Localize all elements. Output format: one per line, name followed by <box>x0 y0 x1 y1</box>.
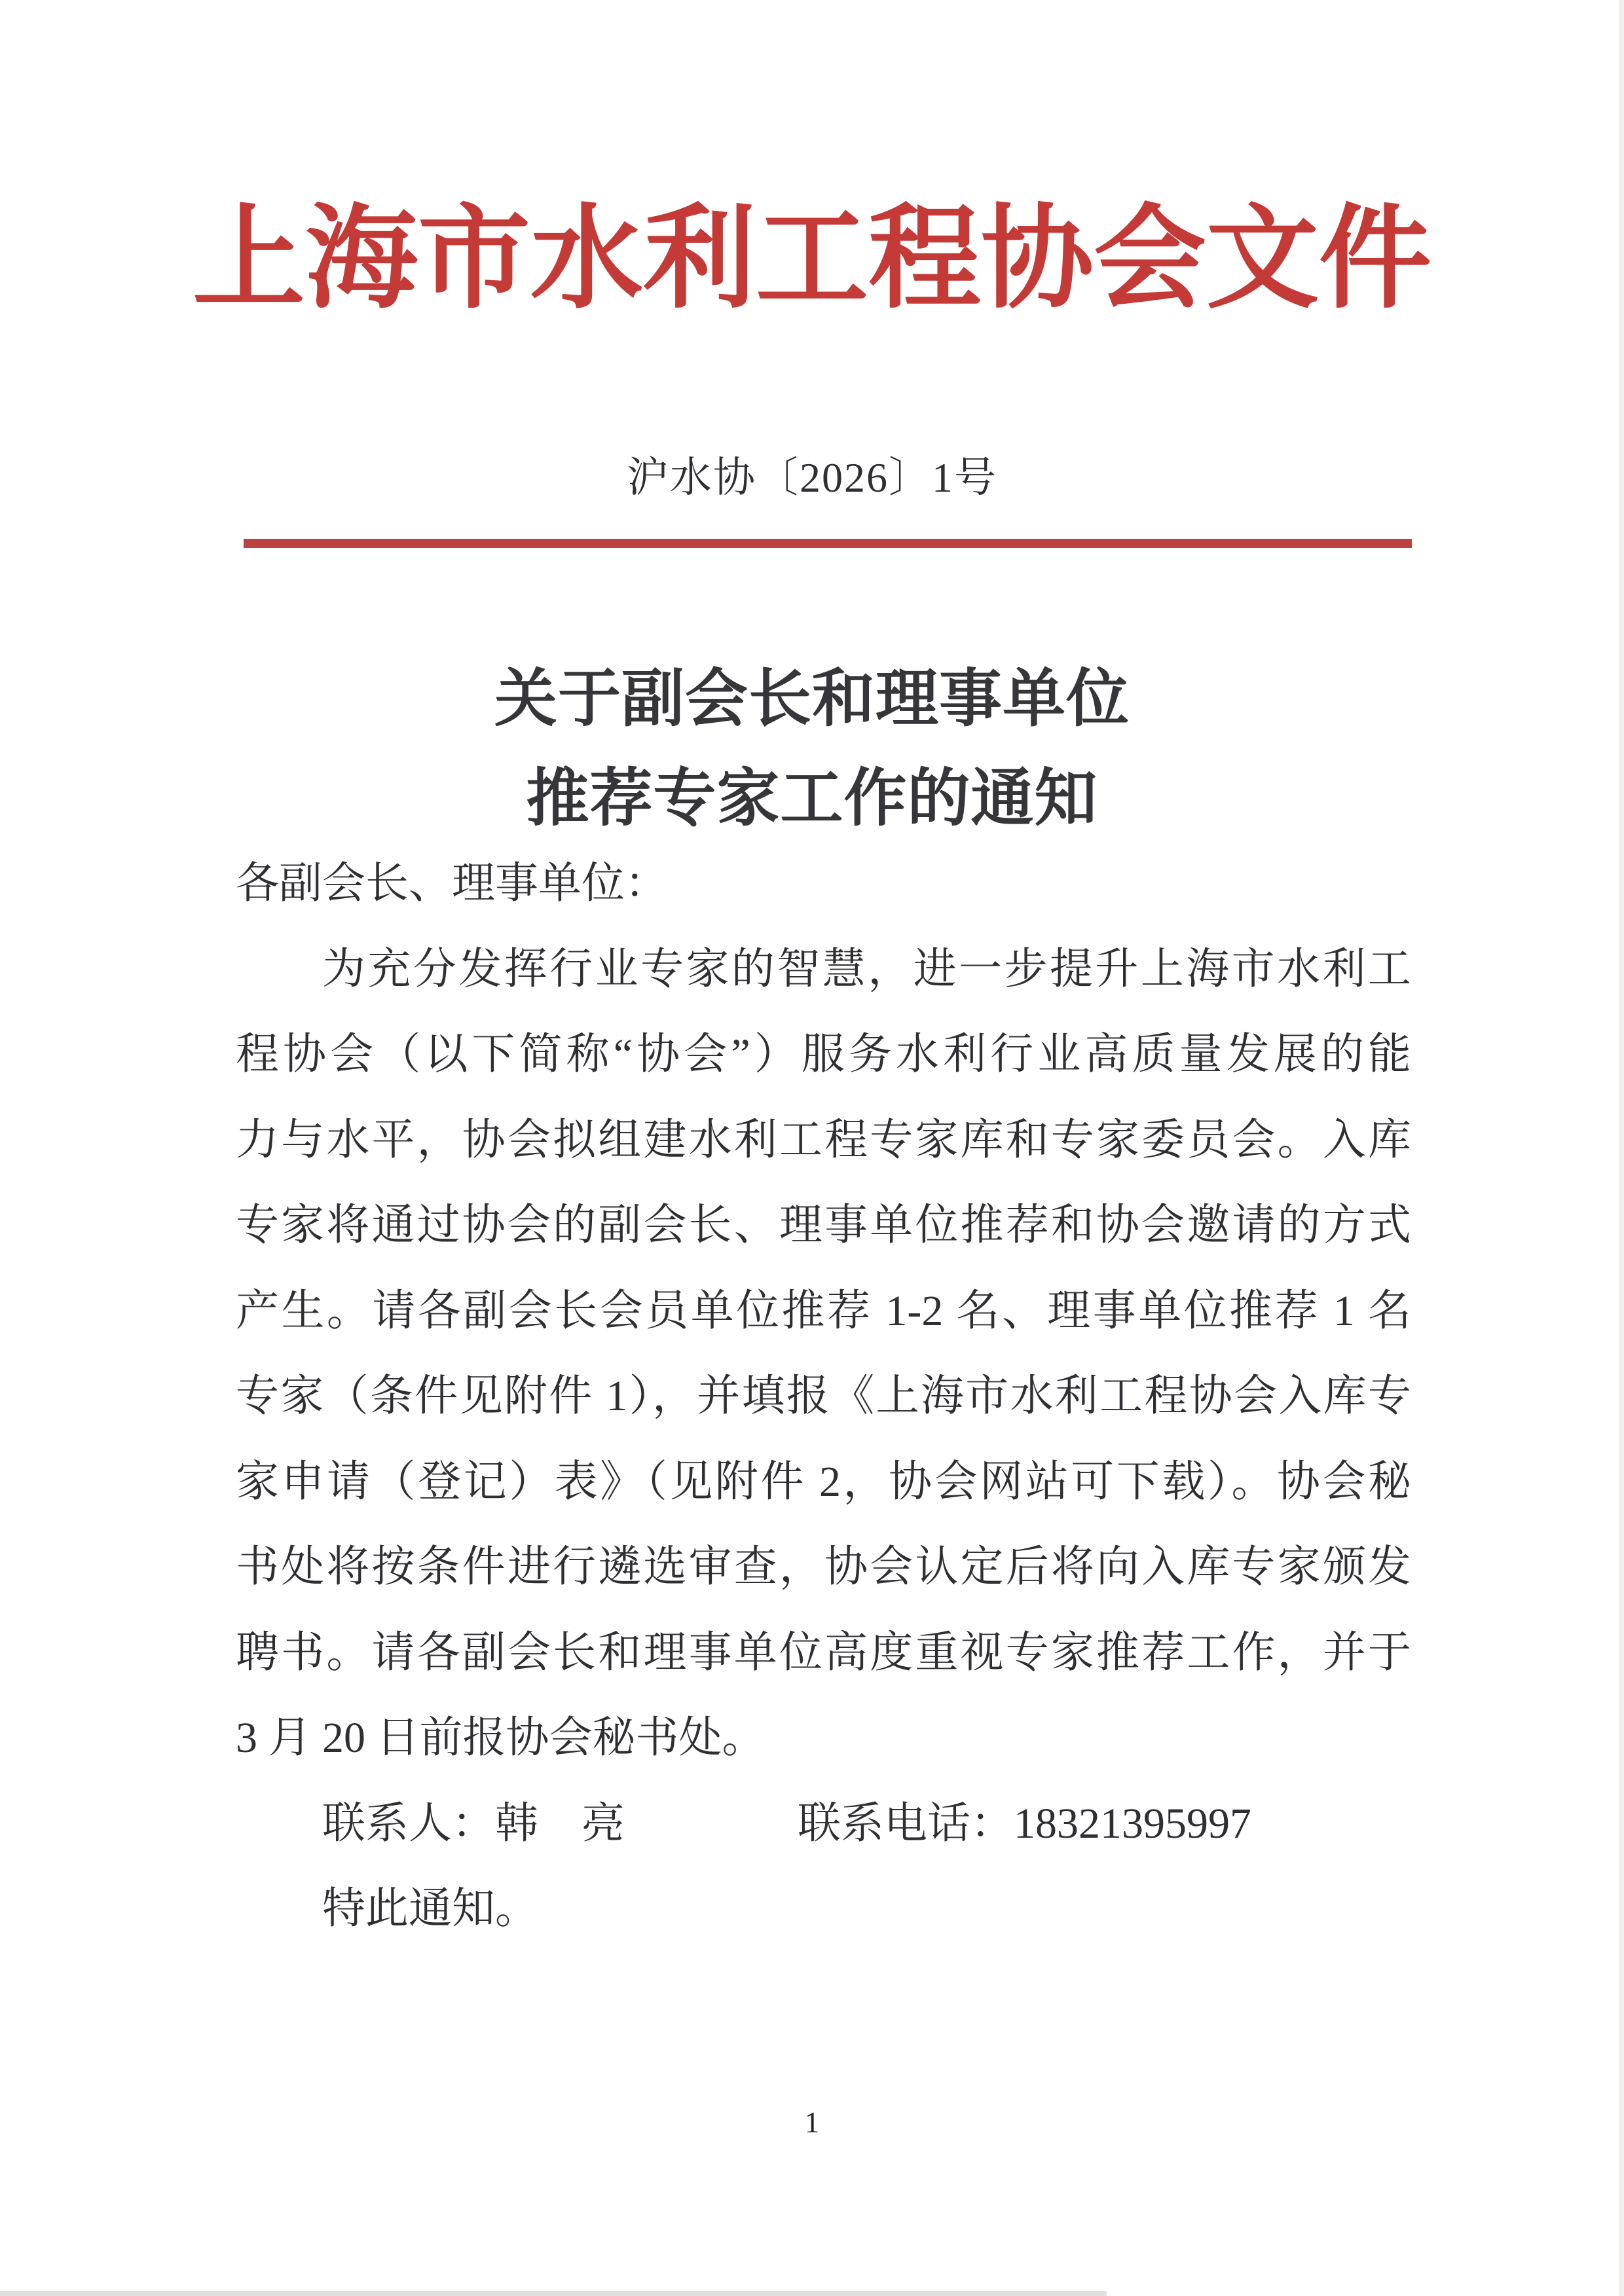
body-line: 为充分发挥行业专家的智慧，进一步提升上海市水利工 <box>322 945 1411 993</box>
red-divider-rule <box>244 539 1412 548</box>
body-line: 聘书。请各副会长和理事单位高度重视专家推荐工作，并于 <box>236 1628 1411 1677</box>
body-line: 家申请（登记）表》（见附件 2，协会网站可下载）。协会秘 <box>236 1457 1411 1506</box>
doc-title-line-2: 推荐专家工作的通知 <box>526 763 1098 833</box>
body-line: 产生。请各副会长会员单位推荐 1-2 名、理事单位推荐 1 名 <box>236 1286 1411 1335</box>
scan-edge-right <box>1619 0 1624 2296</box>
org-title: 上海市水利工程协会文件 <box>193 198 1431 322</box>
body-line: 联系人：韩 亮 联系电话：18321395997 <box>322 1799 1251 1848</box>
body-line: 特此通知。 <box>322 1885 538 1933</box>
body-line: 力与水平，协会拟组建水利工程专家库和专家委员会。入库 <box>236 1116 1411 1164</box>
doc-number: 沪水协〔2026〕1号 <box>627 454 997 501</box>
body-line: 专家（条件见附件 1），并填报《上海市水利工程协会入库专 <box>236 1372 1411 1420</box>
body-line: 专家将通过协会的副会长、理事单位推荐和协会邀请的方式 <box>236 1201 1411 1249</box>
body-line: 书处将按条件进行遴选审查，协会认定后将向入库专家颁发 <box>236 1543 1411 1591</box>
body-text <box>236 841 1411 1952</box>
page-number: 1 <box>804 2105 820 2139</box>
scan-edge-bottom <box>0 2291 1107 2296</box>
doc-title-line-1: 关于副会长和理事单位 <box>494 664 1130 734</box>
doc-title <box>0 649 1624 848</box>
body-line: 3 月 20 日前报协会秘书处。 <box>236 1714 766 1762</box>
body-line: 各副会长、理事单位： <box>236 860 668 907</box>
body-line: 程协会（以下简称“协会”）服务水利行业高质量发展的能 <box>236 1030 1411 1078</box>
